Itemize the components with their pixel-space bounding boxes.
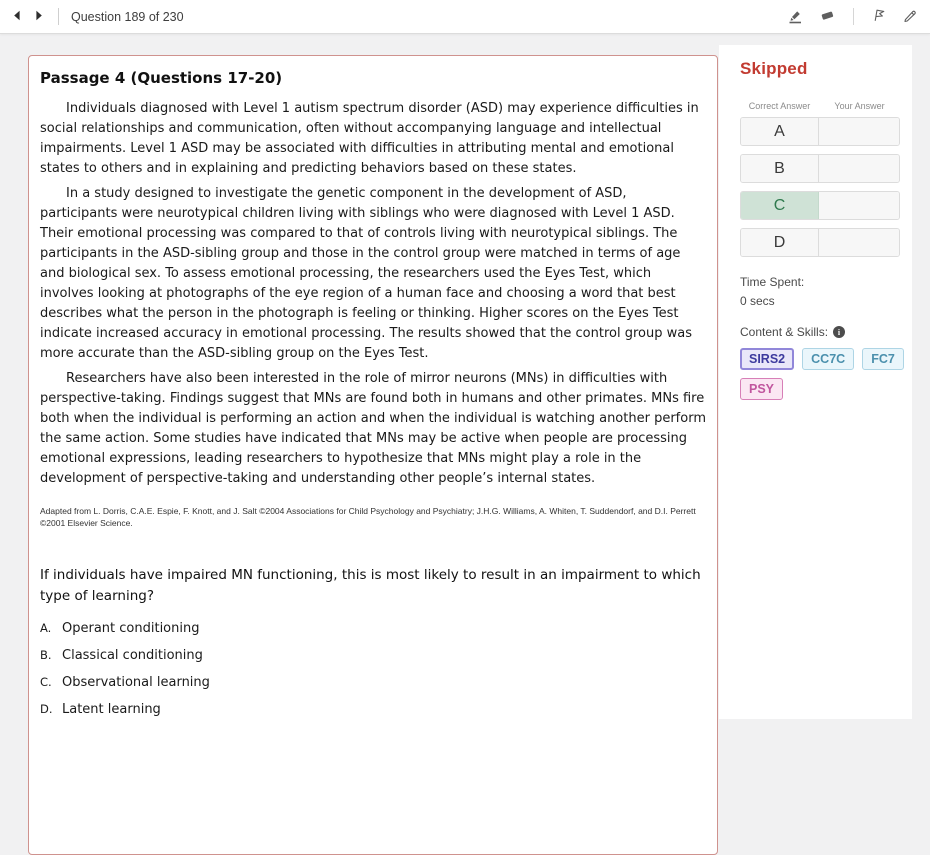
answer-grid-headers [740,101,900,111]
answer-options [40,621,706,719]
answer-grid [740,101,900,257]
correct-answer-cell: B [741,155,819,182]
prev-question-button[interactable] [6,7,28,26]
status-badge: Skipped [740,59,808,78]
question-stem: If individuals have impaired MN functioning, this is most likely to result in an impairment to which type of learning? [40,567,701,604]
your-answer-cell [819,155,899,182]
content-skills-row [740,325,912,339]
passage-paragraph: Individuals diagnosed with Level 1 autism spectrum disorder (ASD) may experience difficulties in social relationships and communication, often without accompanying language and intellectual impairments. Level 1 ASD may be associated with difficulties in attributing mental and emotional states to others and in explaining and predicting behaviors based on these states. [40,101,699,176]
your-answer-cell [819,229,899,256]
skill-tags [740,348,915,400]
content-skills-label: Content & Skills: [740,325,829,339]
tools-divider [853,8,854,25]
top-toolbar [0,0,930,34]
answer-option-d [40,702,706,719]
passage-citation: Adapted from L. Dorris, C.A.E. Espie, F. Knott, and J. Salt ©2004 Associations for Child Psychology and Psychiatry; J.H.G. Williams, A. Whiten, T. Suddendorf, and D.I. Perrett ©2001 Elsevier Science. [40,506,696,528]
option-letter: A. [40,621,52,635]
option-letter: D. [40,702,53,716]
skill-tag[interactable]: FC7 [862,348,904,370]
answer-option-a [40,621,706,638]
correct-answer-header: Correct Answer [748,101,811,111]
annotation-tools [787,7,930,27]
next-question-button[interactable] [28,7,50,26]
left-arrow-icon [12,9,22,24]
option-letter: B. [40,648,52,662]
time-spent-value: 0 secs [740,294,775,308]
passage-paragraph: Researchers have also been interested in the role of mirror neurons (MNs) in difficulties with perspective-taking. Findings suggest that MNs are found both in humans and other primates. MNs fire both when the individual is performing an action and when the individual is watching another perform the same action. Some studies have indicated that MNs may be active when people are processing emotional expressions, leading researchers to hypothesize that MNs might play a role in the development of perspective-taking and understanding other people’s internal states. [40,371,706,486]
option-text: Classical conditioning [62,648,203,663]
toolbar-divider [58,8,59,25]
pencil-icon [902,7,918,26]
right-arrow-icon [34,9,44,24]
flag-icon [871,7,887,26]
correct-answer-cell: A [741,118,819,145]
skill-tag[interactable]: SIRS2 [740,348,794,370]
highlighter-button[interactable] [787,7,804,27]
answer-option-b [40,648,706,665]
question-nav [0,7,50,26]
option-letter: C. [40,675,52,689]
answer-grid-row-c [740,191,900,220]
answer-grid-row-d [740,228,900,257]
option-text: Observational learning [62,675,210,690]
answer-sidebar [719,45,912,719]
time-spent-label: Time Spent: [740,275,805,289]
eraser-icon [819,7,836,27]
question-counter: Question 189 of 230 [71,9,184,24]
your-answer-cell [819,192,899,219]
correct-answer-cell: C [741,192,819,219]
passage-panel [28,55,718,855]
answer-grid-row-b [740,154,900,183]
answer-grid-row-a [740,117,900,146]
option-text: Operant conditioning [62,621,200,636]
pencil-button[interactable] [902,7,918,26]
skill-tag[interactable]: PSY [740,378,783,400]
your-answer-header: Your Answer [834,101,885,111]
highlighter-icon [787,7,804,27]
flag-button[interactable] [871,7,887,26]
skill-tag[interactable]: CC7C [802,348,854,370]
correct-answer-cell: D [741,229,819,256]
your-answer-cell [819,118,899,145]
passage-title: Passage 4 (Questions 17-20) [40,69,283,87]
eraser-button[interactable] [819,7,836,27]
passage-paragraph: In a study designed to investigate the genetic component in the development of ASD, participants were neurotypical children living with siblings who were diagnosed with Level 1 ASD. Their emotional processing was compared to that of controls living with neurotypical siblings. The participants in the ASD-sibling group and those in the control group were matched in terms of age and biological sex. To assess emotional processing, the researchers used the Eyes Test, which involves looking at photographs of the eye region of a human face and choosing a word that best describes what the person in the photograph is feeling or thinking. Higher scores on the Eyes Test indicate increased accuracy in emotional processing. The results showed that the control group was more accurate than the ASD-sibling group on the Eyes Test. [40,186,692,361]
option-text: Latent learning [62,702,161,717]
info-icon[interactable]: i [833,326,845,338]
answer-option-c [40,675,706,692]
